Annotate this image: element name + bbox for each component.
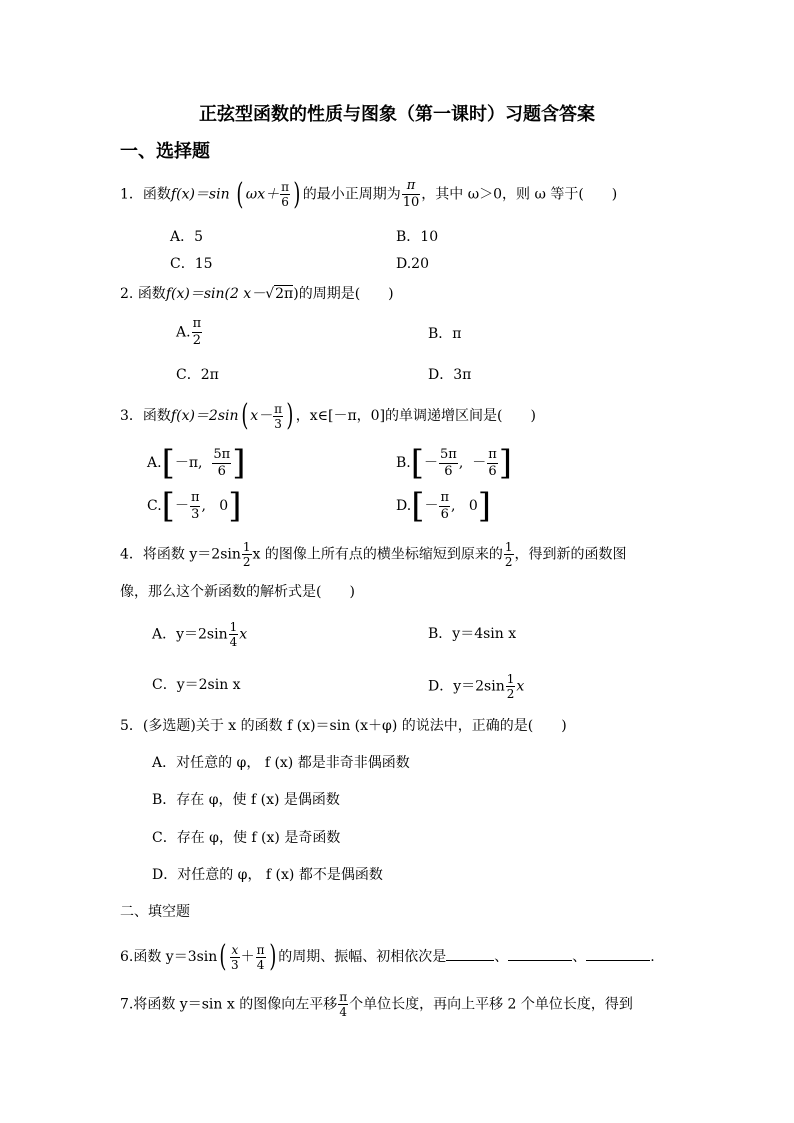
section-heading-choice: 一、选择题 [120, 141, 210, 162]
q2-function: f(x)＝sin(2 x－ [165, 286, 266, 302]
q4-option-a: A．y＝2sin $\frac{1}{4}$ x [152, 620, 248, 649]
answer-blank-1[interactable] [446, 946, 494, 961]
right-paren: ) [293, 176, 301, 212]
q1-option-a: A．5 [170, 229, 204, 245]
q5-option-d: D．对任意的 φ， f (x) 都不是偶函数 [152, 867, 383, 883]
q2-option-c: C．2π [176, 367, 219, 383]
q4-option-d: D．y＝2sin $\frac{1}{2}$ x [428, 672, 525, 701]
question-number: 2. [120, 286, 134, 302]
q3-option-d: D.[－ $\frac{\pi}{6}$ , 0] [396, 486, 491, 526]
left-paren: ( [236, 176, 244, 212]
q1-option-c: C．15 [170, 256, 213, 272]
q1-option-d: D.20 [396, 256, 429, 272]
question-4-stem-line2: 像，那么这个新函数的解析式是( ) [120, 584, 355, 600]
fraction-pi-2: $\frac{\pi}{2}$ [192, 316, 202, 348]
q5-option-b: B．存在 φ，使 f (x) 是偶函数 [152, 792, 340, 808]
q2-option-a: A. $\frac{\pi}{2}$ [176, 316, 202, 348]
q2-option-b: B．π [428, 326, 462, 342]
fraction-pi-10: $\frac{\pi}{10}$ [402, 178, 420, 210]
q3-option-a: A.[－π, $\frac{5\pi}{6}$ ] [147, 443, 246, 483]
q3-option-c: C.[－ $\frac{\pi}{3}$ , 0] [147, 486, 242, 526]
q1-function: f(x)＝sin [170, 186, 230, 203]
fraction-pi-3: $\frac{\pi}{3}$ [274, 401, 283, 431]
question-2-stem: 2. 函数f(x)＝sin(2 x－√2π)的周期是( ) [120, 286, 394, 302]
q3-suffix: ，x∈[－π，0]的单调递增区间是( ) [295, 408, 536, 424]
q3-function: f(x)＝2sin [170, 408, 239, 424]
q1-mid: 的最小正周期为 [302, 186, 401, 203]
section-heading-fill: 二、填空题 [120, 904, 190, 920]
q1-suffix: ，其中 ω＞0，则 ω 等于( ) [421, 186, 618, 203]
q3-option-b: B.[－ $\frac{5\pi}{6}$ , － $\frac{\pi}{6}$ ] [396, 443, 513, 483]
question-7-stem: 7.将函数 y＝sin x 的图像向左平移 $\frac{\pi}{4}$ 个单位长度，再向上平移 2 个单位长度，得到 [120, 990, 633, 1019]
q1-prefix: 函数 [142, 186, 171, 203]
answer-blank-3[interactable] [586, 946, 650, 961]
question-6-stem: 6.函数 y＝3sin( $\frac{x}{3}$ ＋ $\frac{\pi}{4}$ ) 的周期、振幅、初相依次是 、 、 . [120, 939, 655, 974]
question-4-stem-line1: 4．将函数 y＝2sin $\frac{1}{2}$ x 的图像上所有点的横坐标缩短到原来的 $\frac{1}{2}$ ，得到新的函数图 [120, 540, 627, 569]
q1-arg: ωx＋ [245, 186, 280, 203]
q4-option-c: C．y＝2sin x [152, 677, 241, 693]
answer-blank-2[interactable] [508, 946, 572, 961]
question-1-stem [120, 178, 617, 211]
question-5-stem: 5．(多选题)关于 x 的函数 f (x)＝sin (x＋φ) 的说法中，正确的是( ) [120, 718, 567, 734]
page-title: 正弦型函数的性质与图象（第一课时）习题含答案 [199, 104, 595, 125]
question-number: 1． [120, 186, 143, 203]
question-3-stem: 3．函数f(x)＝2sin( x－ $\frac{\pi}{3}$ ) ，x∈[－π，0]的单调递增区间是( ) [120, 398, 536, 433]
q2-option-d: D．3π [428, 367, 472, 383]
fraction-pi-6: $\frac{\pi}{6}$ [281, 180, 289, 209]
q4-option-b: B．y＝4sin x [428, 626, 517, 642]
sqrt-2pi: 2π [275, 286, 294, 302]
q2-prefix: 函数 [137, 286, 166, 302]
q5-option-c: C．存在 φ，使 f (x) 是奇函数 [152, 830, 341, 846]
q5-option-a: A．对任意的 φ， f (x) 都是非奇非偶函数 [152, 755, 410, 771]
q2-suffix: )的周期是( ) [293, 286, 394, 302]
q1-option-b: B．10 [396, 229, 439, 245]
